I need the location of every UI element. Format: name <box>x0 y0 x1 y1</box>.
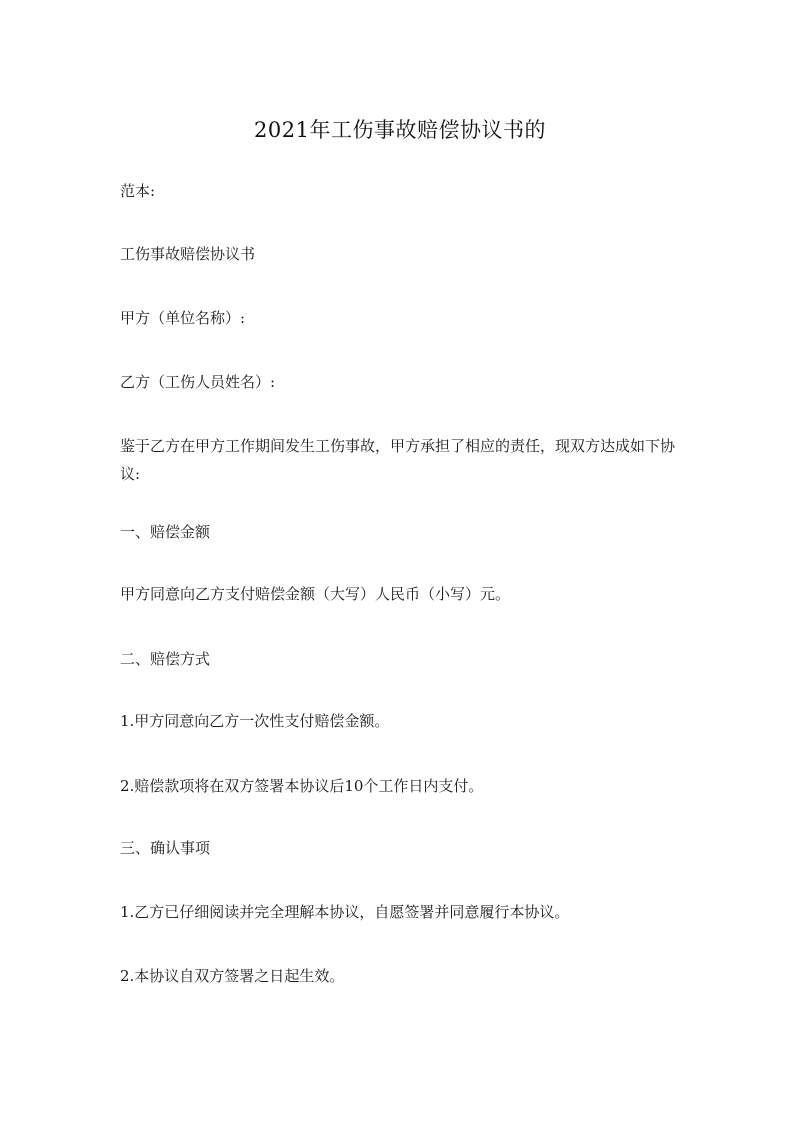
section-heading-amount: 一、赔偿金额 <box>120 523 211 541</box>
party-a-line: 甲方（单位名称）: <box>120 309 246 327</box>
section-heading-method: 二、赔偿方式 <box>120 650 211 668</box>
template-label: 范本: <box>120 182 156 200</box>
section-heading-confirm: 三、确认事项 <box>120 839 211 857</box>
agreement-name: 工伤事故赔偿协议书 <box>120 245 256 263</box>
amount-clause: 甲方同意向乙方支付赔偿金额（大写）人民币（小写）元。 <box>120 585 511 603</box>
document-title: 2021年工伤事故赔偿协议书的 <box>254 118 546 142</box>
preamble-paragraph: 鉴于乙方在甲方工作期间发生工伤事故，甲方承担了相应的责任，现双方达成如下协议: <box>120 437 676 483</box>
confirm-clause-1: 1.乙方已仔细阅读并完全理解本协议，自愿签署并同意履行本协议。 <box>120 903 570 921</box>
confirm-clause-2: 2.本协议自双方签署之日起生效。 <box>120 967 345 985</box>
method-clause-2: 2.赔偿款项将在双方签署本协议后10个工作日内支付。 <box>120 777 484 795</box>
method-clause-1: 1.甲方同意向乙方一次性支付赔偿金额。 <box>120 712 390 730</box>
party-b-line: 乙方（工伤人员姓名）: <box>120 373 276 391</box>
